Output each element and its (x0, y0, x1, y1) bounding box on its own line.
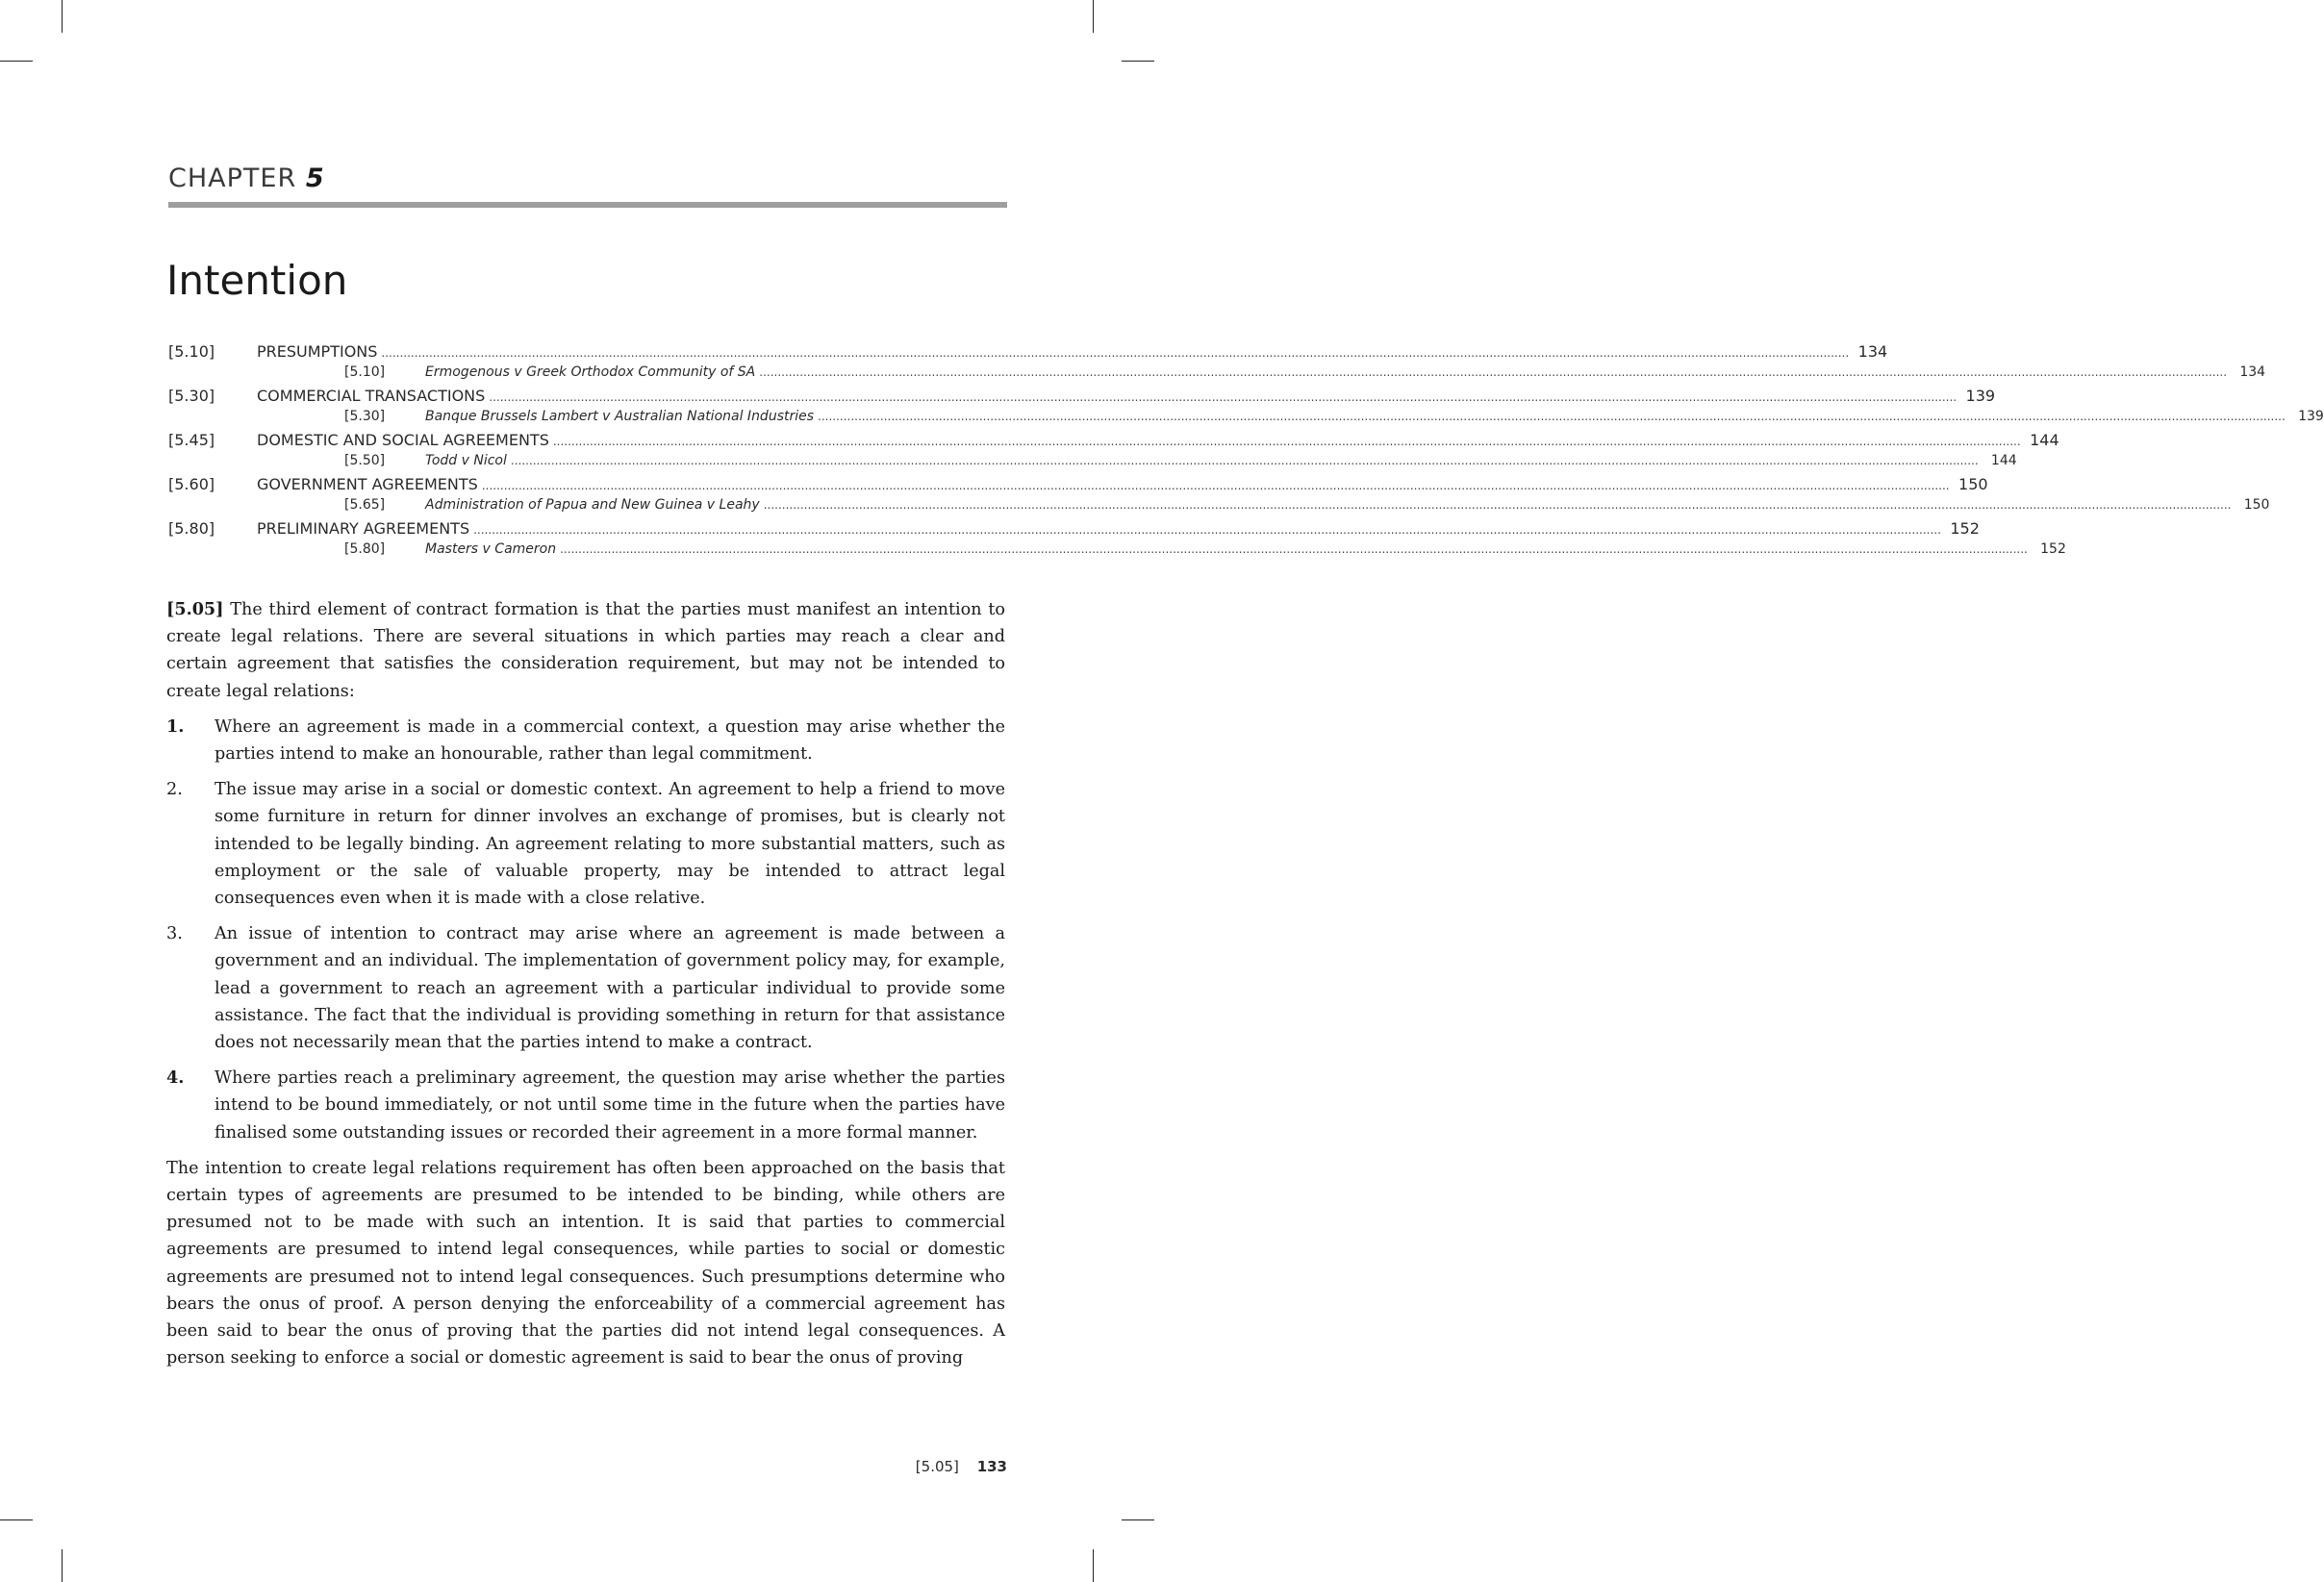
toc-row (168, 541, 2066, 564)
crop-mark (1122, 61, 1154, 62)
toc-title: Banque Brussels Lambert v Australian National Industries (425, 409, 815, 424)
toc-leader-dots: ................................................................................................................................................................................................................................................................................................................................................................................................................ (381, 346, 1850, 360)
toc-row (168, 453, 2017, 475)
chapter-number: 5 (305, 163, 325, 193)
crop-mark (0, 1519, 33, 1520)
toc-leader-dots: ................................................................................................................................................................................................................................................................................................................................................................................................................ (552, 435, 2021, 448)
toc-title: COMMERCIAL TRANSACTIONS (257, 387, 486, 405)
toc-page: 139 (2298, 409, 2324, 424)
crop-mark (1122, 1519, 1154, 1520)
toc-ref: [5.80] (168, 519, 215, 538)
follow-paragraph: The intention to create legal relations requirement has often been approached on the basis that certain types of agreements are presumed to be intended to be binding, while others are presumed not to be made with such an intention. It is said that parties to commercial agreements are presumed to intend legal consequences, while parties to social or domestic agreements are presumed not to intend legal consequences. Such presumptions determine who bears the onus of proof. A person denying the enforceability of a commercial agreement has been said to bear the onus of proving that the parties did not intend legal consequences. A person seeking to enforce a social or domestic agreement is said to bear the onus of proving (166, 1158, 1005, 1369)
list-marker: 1. (166, 716, 185, 737)
list-marker: 4. (166, 1067, 185, 1089)
toc-ref: [5.30] (168, 387, 215, 405)
toc-row (168, 519, 1980, 541)
toc-leader-dots: ................................................................................................................................................................................................................................................................................................................................................................................................................ (560, 542, 2028, 556)
toc-title: PRELIMINARY AGREEMENTS (257, 519, 470, 538)
list-marker: 2. (166, 780, 183, 800)
list-item (166, 1065, 1005, 1146)
list-item-text: Where parties reach a preliminary agreement, the question may arise whether the parties intend to be bound immediately, or not until some time in the future when the parties have finalised some outstanding issues or recorded their agreement in a more formal manner. (215, 1068, 1005, 1143)
chapter-word: CHAPTER (168, 163, 297, 193)
toc-page: 152 (2040, 541, 2066, 557)
toc-ref: [5.65] (344, 497, 386, 513)
list-item (166, 714, 1005, 767)
toc-leader-dots: ................................................................................................................................................................................................................................................................................................................................................................................................................ (510, 454, 1979, 467)
toc-page: 134 (2239, 364, 2266, 380)
toc-title: DOMESTIC AND SOCIAL AGREEMENTS (257, 431, 549, 449)
toc-title: Administration of Papua and New Guinea v Leahy (425, 497, 760, 513)
toc-leader-dots: ................................................................................................................................................................................................................................................................................................................................................................................................................ (818, 410, 2286, 423)
intro-paragraph (166, 596, 1005, 705)
toc-leader-dots: ................................................................................................................................................................................................................................................................................................................................................................................................................ (759, 365, 2228, 379)
toc-ref: [5.10] (344, 364, 386, 380)
toc-page: 134 (1857, 342, 1888, 361)
toc-page: 144 (2030, 431, 2059, 449)
numbered-list (166, 714, 1005, 1146)
chapter-rule (168, 202, 1007, 208)
toc-row (168, 431, 2059, 453)
footer-ref: [5.05] (915, 1458, 959, 1475)
intro-text: The third element of contract formation is that the parties must manifest an intention to create legal relations. There are several situations in which parties may reach a clear and certain agreement that satisfies the consideration requirement, but may not be intended to create legal relations: (166, 600, 1006, 701)
toc-page: 150 (2243, 497, 2270, 513)
page-title: Intention (166, 257, 348, 304)
toc-row (168, 475, 1988, 497)
page-number: 133 (976, 1458, 1007, 1475)
crop-mark (62, 0, 63, 33)
crop-mark (1093, 0, 1094, 33)
list-item-text: An issue of intention to contract may arise where an agreement is made between a government and an individual. The implementation of government policy may, for example, lead a government to reach an agreement with a particular individual to provide some assistance. The fact that the individual is providing something in return for that assistance does not necessarily mean that the parties intend to make a contract. (215, 924, 1005, 1053)
toc-row (168, 387, 1996, 409)
toc-ref: [5.30] (344, 409, 386, 424)
toc-page: 150 (1958, 475, 1988, 493)
toc-leader-dots: ................................................................................................................................................................................................................................................................................................................................................................................................................ (473, 523, 1941, 537)
toc-row (168, 497, 2270, 519)
paragraph-ref: [5.05] (166, 599, 224, 619)
list-item (166, 920, 1005, 1056)
toc-ref: [5.50] (344, 453, 386, 468)
crop-mark (0, 61, 33, 62)
crop-mark (62, 1549, 63, 1582)
crop-mark (1093, 1549, 1094, 1582)
toc-leader-dots: ................................................................................................................................................................................................................................................................................................................................................................................................................ (763, 498, 2232, 512)
toc-leader-dots: ................................................................................................................................................................................................................................................................................................................................................................................................................ (489, 390, 1958, 404)
body-text (166, 596, 1005, 1371)
toc-title: PRESUMPTIONS (257, 342, 378, 361)
toc-ref: [5.45] (168, 431, 215, 449)
toc-title: Todd v Nicol (425, 453, 507, 468)
toc-title: Ermogenous v Greek Orthodox Community of SA (425, 364, 756, 380)
toc-page: 144 (1990, 453, 2017, 468)
toc-row (168, 409, 2324, 431)
toc-ref: [5.60] (168, 475, 215, 493)
list-item-text: Where an agreement is made in a commercial context, a question may arise whether the parties intend to make an honourable, rather than legal commitment. (215, 716, 1005, 765)
table-of-contents (168, 342, 2324, 564)
toc-page: 152 (1950, 519, 1980, 538)
toc-ref: [5.10] (168, 342, 215, 361)
toc-page: 139 (1965, 387, 1996, 405)
page-footer (916, 1458, 1007, 1475)
toc-ref: [5.80] (344, 541, 386, 557)
toc-row (168, 342, 1888, 364)
chapter-label (168, 163, 325, 193)
toc-title: Masters v Cameron (425, 541, 557, 557)
list-item (166, 776, 1005, 912)
list-marker: 3. (166, 924, 183, 944)
toc-title: GOVERNMENT AGREEMENTS (257, 475, 478, 493)
toc-row (168, 364, 2266, 387)
list-item-text: The issue may arise in a social or domestic context. An agreement to help a friend to move some furniture in return for dinner involves an exchange of promises, but is clearly not intended to be legally binding. An agreement relating to more substantial matters, such as employment or the sale of valuable property, may be intended to attract legal consequences even when it is made with a close relative. (215, 780, 1005, 909)
toc-leader-dots: ................................................................................................................................................................................................................................................................................................................................................................................................................ (481, 479, 1950, 492)
